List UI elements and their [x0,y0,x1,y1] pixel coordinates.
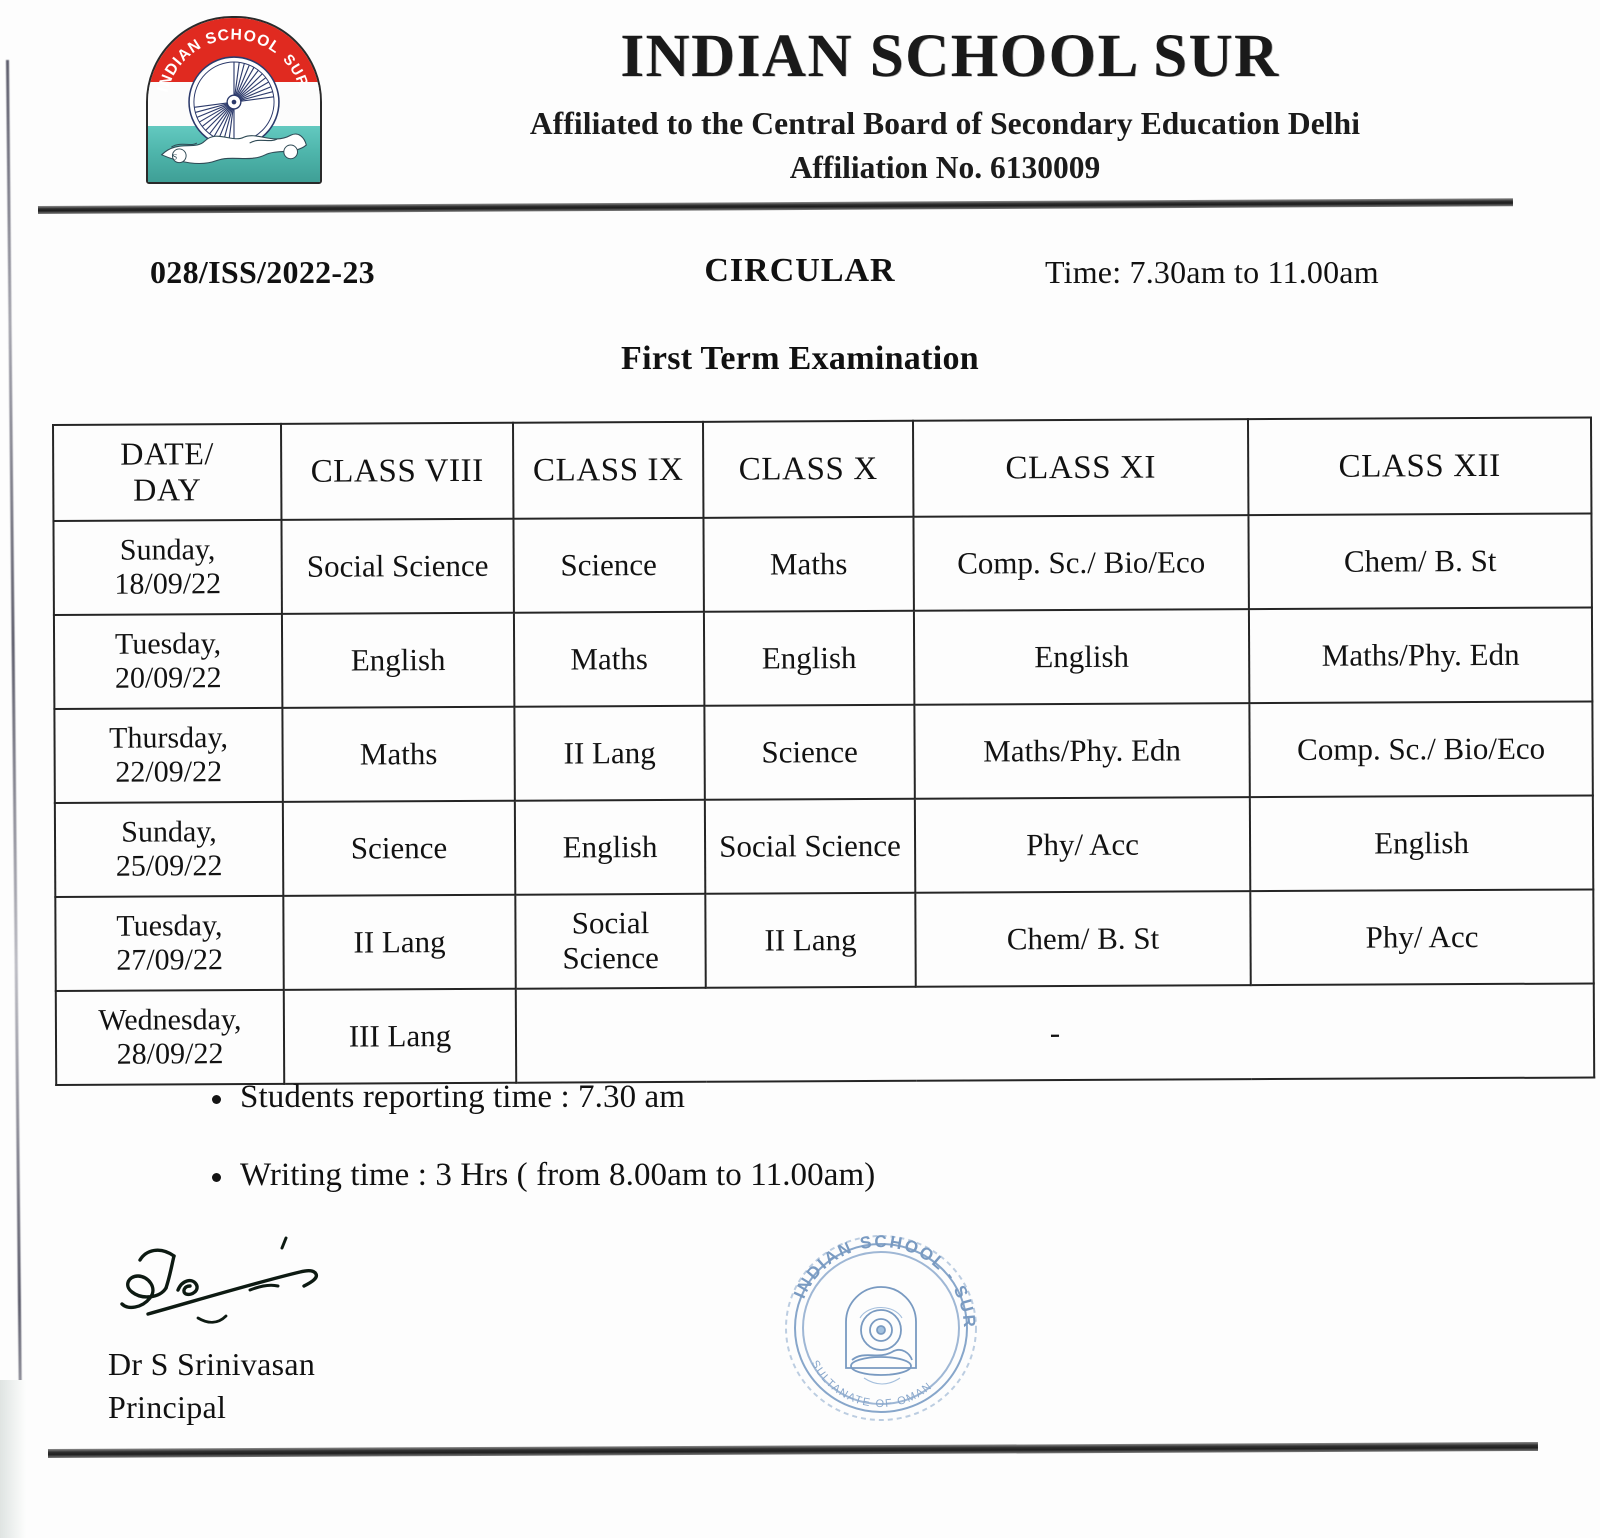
cell-class-ix: II Lang [514,706,704,801]
emblem-arch-frame [146,16,322,184]
cell-date-text: 25/09/22 [115,849,223,883]
cell-class-ix: Science [513,518,703,613]
cell-day-text: Tuesday, [114,626,222,661]
cell-date [54,708,282,803]
exam-schedule-table [52,416,1595,1086]
svg-text:S: S [172,151,178,162]
header-divider-rule [38,198,1513,214]
emblem-artwork-icon [148,18,320,182]
circular-reference-number: 028/ISS/2022-23 [150,254,375,290]
exam-time-range: Time: 7.30am to 11.00am [1045,254,1379,290]
exam-title: First Term Examination [621,340,979,377]
school-emblem-logo [146,16,322,184]
signature-icon [108,1232,408,1342]
cell-date [53,520,281,615]
cell-class-xii: English [1250,795,1593,891]
scan-edge-artifact [6,60,23,1520]
column-header-class-ix: CLASS IX [513,422,703,519]
cell-merged-no-exam: - [516,983,1594,1082]
notes-list [210,1078,1310,1233]
stamp-icon [768,1218,994,1426]
affiliation-number: Affiliation No. 6130009 [789,150,1101,185]
svg-text:INDIAN SCHOOL: INDIAN SCHOOL [154,26,284,95]
cell-date [55,802,283,897]
cell-date [54,614,282,709]
affiliation-line: Affiliated to the Central Board of Secondary Education Delhi [529,106,1361,141]
cell-date-text: 27/09/22 [116,943,224,977]
column-header-class-xi: CLASS XI [913,419,1248,517]
cell-class-x: English [704,611,914,706]
cell-date-text: 28/09/22 [116,1037,224,1071]
column-header-date-day [53,424,281,521]
cell-class-viii: Social Science [281,519,513,614]
school-name-title: INDIAN SCHOOL SUR [620,23,1280,90]
cell-class-x: II Lang [705,893,915,988]
table-row [54,701,1592,803]
note-text: Students reporting time : 7.30 am [240,1079,686,1115]
cell-day-text: Thursday, [109,720,229,755]
exam-schedule-table-wrapper [52,416,1593,1086]
scan-corner-artifact [0,1380,26,1538]
footer-divider-rule [48,1442,1538,1458]
handwritten-signature [108,1232,408,1342]
principal-role: Principal [108,1389,227,1425]
cell-class-viii: II Lang [283,895,515,990]
bullet-icon [212,1173,221,1182]
svg-text:SULTANATE OF OMAN: SULTANATE OF OMAN [808,1358,935,1411]
list-item [210,1156,1310,1196]
cell-class-xi: Chem/ B. St [915,891,1250,987]
cell-class-ix: English [515,800,705,895]
cell-class-xi: Comp. Sc./ Bio/Eco [913,515,1248,611]
cell-class-viii: Maths [282,707,514,802]
cell-date [56,990,284,1085]
cell-class-viii: III Lang [284,989,516,1084]
cell-class-x: Science [704,705,914,800]
cell-day-text: Sunday, [121,815,217,849]
letterhead-header [0,0,1600,195]
cell-class-xii: Chem/ B. St [1248,513,1591,609]
cell-day-text: Wednesday, [98,1002,242,1037]
column-header-class-viii: CLASS VIII [281,423,513,520]
column-header-class-x: CLASS X [703,421,913,518]
principal-name: Dr S Srinivasan [108,1346,316,1382]
cell-class-xii: Maths/Phy. Edn [1249,607,1592,703]
cell-class-viii: English [282,613,514,708]
column-header-class-xii: CLASS XII [1248,417,1591,515]
note-text: Writing time : 3 Hrs ( from 8.00am to 11.00am) [240,1156,876,1193]
list-item [210,1078,1310,1118]
svg-text:INDIAN SCHOOL - SUR: INDIAN SCHOOL - SUR [790,1231,980,1331]
official-school-stamp [768,1218,994,1426]
cell-class-ix: Social Science [515,894,705,989]
cell-class-ix: Maths [514,612,704,707]
header-date-line1: DATE/ [120,435,215,472]
cell-day-text: Tuesday, [116,908,223,943]
table-row [55,795,1593,897]
table-header-row [53,417,1591,521]
header-date-line2: DAY [133,471,202,508]
cell-class-xii: Comp. Sc./ Bio/Eco [1249,701,1592,797]
svg-text:SUR: SUR [279,51,311,90]
bullet-icon [212,1095,221,1104]
cell-date [55,896,283,991]
signature-block [108,1232,528,1426]
table-row [54,607,1592,709]
cell-date-text: 20/09/22 [114,661,222,695]
cell-date-text: 18/09/22 [114,567,222,601]
cell-class-x: Social Science [705,799,915,894]
cell-class-xi: English [914,609,1249,705]
cell-class-xii: Phy/ Acc [1250,889,1593,985]
table-row [55,889,1593,991]
table-row [53,513,1591,615]
cell-class-xi: Maths/Phy. Edn [914,703,1249,799]
cell-class-xi: Phy/ Acc [915,797,1250,893]
table-row-last [56,983,1594,1085]
cell-class-x: Maths [703,517,913,612]
cell-day-text: Sunday, [119,533,216,567]
circular-title: CIRCULAR [704,252,896,289]
cell-class-viii: Science [283,801,515,896]
cell-date-text: 22/09/22 [115,755,223,789]
